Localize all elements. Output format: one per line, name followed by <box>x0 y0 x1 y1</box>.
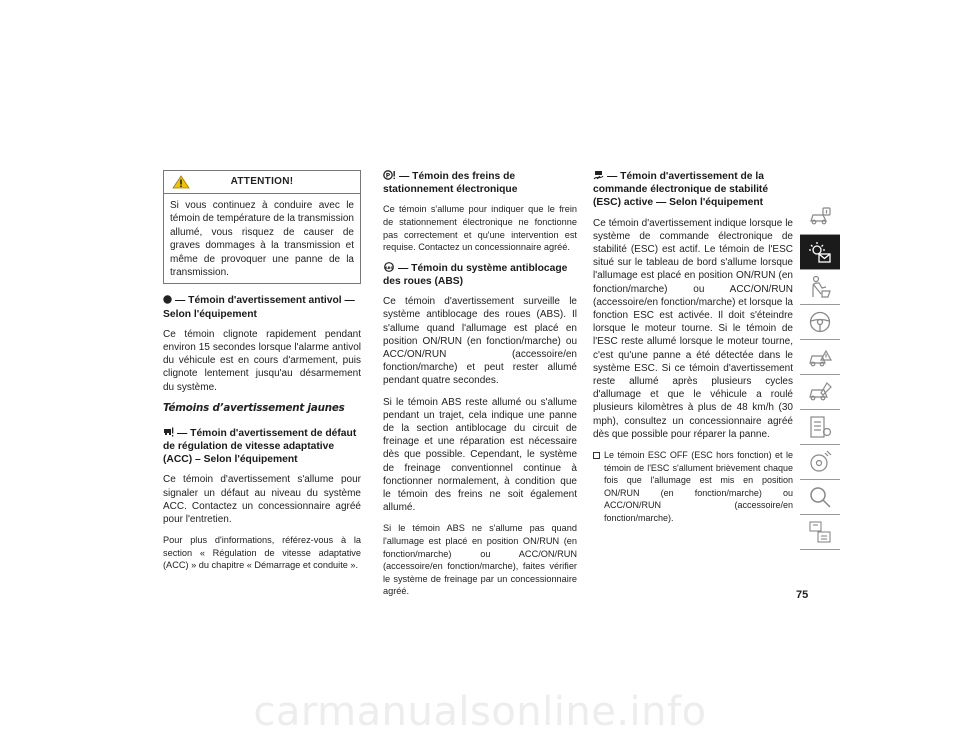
column-left <box>163 170 361 580</box>
abs-heading <box>383 262 577 288</box>
warning-title: ATTENTION! <box>230 176 294 187</box>
language-icon <box>808 520 832 544</box>
svg-text:P: P <box>385 172 391 180</box>
specifications-list-icon <box>808 415 832 439</box>
car-info-icon <box>808 205 832 229</box>
acc-fault-icon <box>163 427 174 437</box>
index-search-icon <box>808 485 832 509</box>
tab-specifications[interactable] <box>800 410 840 444</box>
antivol-body: Ce témoin clignote rapidement pendant environ 15 secondes lorsque l'alarme antivol du véhicule est en cours d'armement, puis clignote lentement jusqu'au désarmement du système. <box>163 328 361 393</box>
tab-language[interactable] <box>800 515 840 549</box>
warning-body <box>164 194 360 283</box>
warning-header <box>164 171 360 194</box>
parking-brake-icon <box>383 170 396 180</box>
bullet-square-icon <box>593 452 600 459</box>
tab-emergency[interactable] <box>800 340 840 374</box>
car-service-icon <box>808 380 832 404</box>
page-number: 75 <box>796 589 809 601</box>
tab-index[interactable] <box>800 480 840 514</box>
antivol-title: — Témoin d'avertissement antivol — Selon l'équipement <box>163 295 355 320</box>
epb-title: — Témoin des freins de stationnement électronique <box>383 171 518 196</box>
epb-body: Ce témoin s'allume pour indiquer que le frein de stationnement électronique ne fonctionne pas correctement et qu'une intervention est requise. Contactez un concessionnaire agréé. <box>383 204 577 253</box>
esc-active-icon <box>593 170 604 180</box>
watermark: carmanualsonline.info <box>253 689 707 735</box>
warning-box <box>163 170 361 284</box>
tab-safety[interactable] <box>800 270 840 304</box>
security-light-icon <box>163 295 172 304</box>
car-emergency-icon <box>808 345 832 369</box>
abs-body-3: Si le témoin ABS ne s'allume pas quand l'allumage est placé en position ON/RUN (en fonction/marche) ou ACC/ON/RUN (accessoire/en fonction/marche), faites vérifier le système de freinage par un concessionnaire agréé. <box>383 523 577 597</box>
svg-text:ABS: ABS <box>384 264 394 270</box>
tab-dashboard-lights[interactable] <box>800 235 840 269</box>
esc-heading <box>593 170 793 210</box>
acc-title: — Témoin d'avertissement de défaut de régulation de vitesse adaptative (ACC) – Selon l'équipement <box>163 427 357 466</box>
steering-wheel-icon <box>808 310 832 334</box>
abs-body-1: Ce témoin d'avertissement surveille le système antiblocage des roues (ABS). Il s'allume quand l'allumage est placé en position ON/RUN (en fonction/marche) ou ACC/ON/RUN (accessoire/en fonction/marche) et peut rester allumé pendant quatre secondes. <box>383 296 577 387</box>
esc-bullet-list <box>593 449 793 525</box>
antivol-heading <box>163 294 361 320</box>
column-middle <box>383 170 577 606</box>
acc-body: Ce témoin d'avertissement s'allume pour signaler un défaut au niveau du système ACC. Contactez un concessionnaire agréé pour l'entretien. <box>163 474 361 526</box>
acc-heading <box>163 427 361 467</box>
acc-reference: Pour plus d'informations, référez-vous à la section « Régulation de vitesse adaptative (ACC) » du chapitre « Démarrage et conduite ». <box>163 535 361 571</box>
tab-driving[interactable] <box>800 305 840 339</box>
tab-service[interactable] <box>800 375 840 409</box>
abs-icon <box>383 262 395 272</box>
tab-multimedia[interactable] <box>800 445 840 479</box>
seatbelt-safety-icon <box>808 275 832 299</box>
tab-divider <box>800 549 840 550</box>
abs-title: — Témoin du système antiblocage des roues (ABS) <box>383 262 568 287</box>
esc-title: — Témoin d'avertissement de la commande électronique de stabilité (ESC) active — Selon l'équipement <box>593 171 769 209</box>
column-right <box>593 170 793 525</box>
tab-car-info[interactable] <box>800 200 840 234</box>
esc-body: Ce témoin d'avertissement indique lorsque le système de commande électronique de stabilité (ESC) est actif. Le témoin de l'ESC situé sur le tableau de bord s'allume lorsque l'allumage est placé en position ON/RUN (en fonction/marche) ou ACC/ON/RUN (accessoire/en fonction/marche) et lorsque la fonction ESC est activée. Il doit s'éteindre lorsque le moteur tourne. Si le témoin de l'ESC reste allumé lorsque le moteur tourne, c'est qu'une panne a été détectée dans le système ESC. Si ce témoin d'avertissement reste allumé après plusieurs cycles d'allumage et que le véhicule a roulé plusieurs kilomètres à plus de 48 km/h (30 mph), consultez un concessionnaire agréé dès que possible pour réparer la panne. <box>593 217 793 440</box>
warning-text: Si vous continuez à conduire avec le témoin de température de la transmission allumé, vous risquez de causer de graves dommages à la transmission et même de provoquer une panne de la transmission. <box>170 200 354 279</box>
section-title: Témoins d’avertissement jaunes <box>163 401 345 414</box>
multimedia-icon <box>808 450 832 474</box>
abs-body-2: Si le témoin ABS reste allumé ou s'allume pendant un trajet, cela indique une panne de la section antiblocage du circuit de freinage et une réparation est nécessaire dès que possible. Cependant, le système de freinage conventionnel continue à fonctionner normalement, à condition que le témoin des freins ne soit également allumé. <box>383 396 577 514</box>
dashboard-lights-icon <box>808 240 832 264</box>
epb-heading <box>383 170 577 196</box>
esc-bullet-text: Le témoin ESC OFF (ESC hors fonction) et le témoin de l'ESC s'allument brièvement chaque fois que l'allumage est mis en position ON/RUN (en fonction/marche) ou ACC/ON/RUN (accessoire/en fonction/marche). <box>604 450 793 524</box>
list-item <box>593 449 793 525</box>
